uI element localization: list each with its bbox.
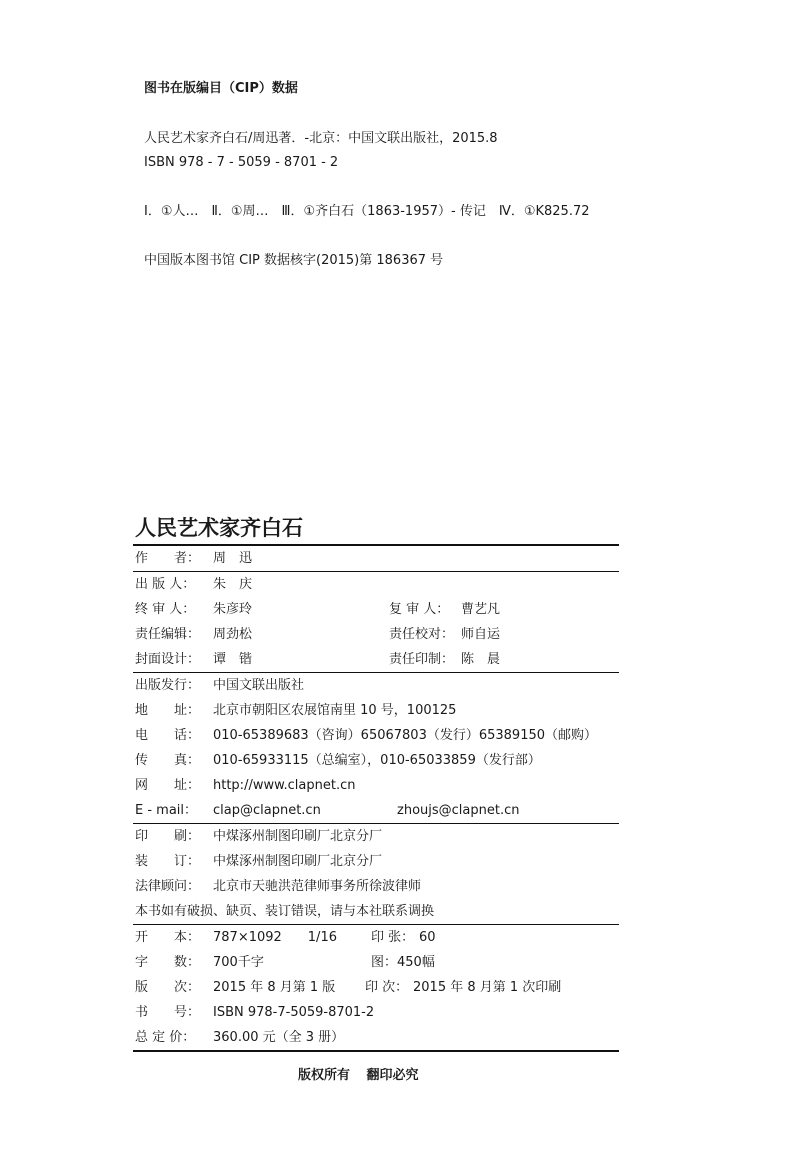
legal-value: 北京市天驰洪范律师事务所徐波律师 (213, 879, 422, 894)
phone-row (133, 723, 619, 748)
website-value: http://www.clapnet.cn (213, 778, 356, 793)
price-label: 总 定 价： (135, 1030, 196, 1045)
address-row (133, 698, 619, 723)
edition-row (133, 975, 619, 1000)
word-count-value: 700千字 (213, 955, 264, 970)
cover-design-value: 谭 锴 (213, 652, 253, 667)
format-label: 开 本： (135, 930, 201, 945)
re-reviewer-label: 复 审 人： (389, 602, 450, 617)
cip-title: 图书在版编目（CIP）数据 (144, 81, 298, 96)
email-row (133, 798, 619, 823)
bottom-rule (133, 1050, 619, 1052)
final-reviewer-label: 终 审 人： (135, 602, 196, 617)
colophon (133, 514, 619, 1052)
phone-value: 010-65389683（咨询）65067803（发行）65389150（邮购） (213, 728, 598, 743)
book-title: 人民艺术家齐白石 (135, 516, 303, 540)
cip-description: 人民艺术家齐白石/周迅著．-北京：中国文联出版社，2015.8 (144, 131, 498, 146)
book-number-label: 书 号： (135, 1005, 201, 1020)
print-manager-label: 责任印制： (389, 652, 455, 667)
cip-check-number: 中国版本图书馆 CIP 数据核字(2015)第 186367 号 (144, 253, 444, 268)
price-row (133, 1025, 619, 1050)
book-number-value: ISBN 978-7-5059-8701-2 (213, 1005, 375, 1020)
distributor-row (133, 673, 619, 698)
printer-row (133, 824, 619, 849)
legal-row (133, 874, 619, 899)
proofreader-value: 师自运 (461, 627, 501, 642)
fax-row (133, 748, 619, 773)
re-reviewer-value: 曹艺凡 (461, 602, 501, 617)
publisher-person-row (133, 572, 619, 597)
author-value: 周 迅 (213, 551, 253, 566)
figures-value: 450幅 (397, 955, 435, 970)
editor-value: 周劲松 (213, 627, 253, 642)
rights-reserved: 版权所有 (298, 1068, 351, 1083)
binder-value: 中煤涿州制图印刷厂北京分厂 (213, 854, 383, 869)
no-reproduction: 翻印必究 (366, 1068, 419, 1083)
edition-label: 版 次： (135, 980, 201, 995)
printing-label: 印 次： (365, 980, 409, 995)
publisher-person-value: 朱 庆 (213, 577, 253, 592)
binder-row (133, 849, 619, 874)
format-value: 787×1092 1/16 (213, 930, 337, 945)
format-row (133, 925, 619, 950)
email-label: E - mail： (135, 803, 198, 818)
edition-value: 2015 年 8 月第 1 版 (213, 980, 336, 995)
email-value-2: zhoujs@clapnet.cn (397, 803, 520, 818)
damage-notice: 本书如有破损、缺页、装订错误，请与本社联系调换 (135, 904, 435, 919)
website-label: 网 址： (135, 778, 201, 793)
email-value: clap@clapnet.cn (213, 803, 321, 818)
damage-notice-row (133, 899, 619, 924)
printer-value: 中煤涿州制图印刷厂北京分厂 (213, 829, 383, 844)
legal-label: 法律顾问： (135, 879, 201, 894)
final-reviewer-value: 朱彦玲 (213, 602, 253, 617)
sheets-value: 60 (419, 930, 436, 945)
address-label: 地 址： (135, 703, 201, 718)
cip-isbn: ISBN 978 - 7 - 5059 - 8701 - 2 (144, 155, 339, 170)
book-number-row (133, 1000, 619, 1025)
publisher-person-label: 出 版 人： (135, 577, 196, 592)
rights-notice (298, 1064, 419, 1083)
distributor-value: 中国文联出版社 (213, 678, 305, 693)
fax-value: 010-65933115（总编室），010-65033859（发行部） (213, 753, 541, 768)
price-value: 360.00 元（全 3 册） (213, 1030, 345, 1045)
fax-label: 传 真： (135, 753, 201, 768)
address-value: 北京市朝阳区农展馆南里 10 号，100125 (213, 703, 457, 718)
design-row (133, 647, 619, 672)
reviewer-row (133, 597, 619, 622)
word-count-row (133, 950, 619, 975)
editor-row (133, 622, 619, 647)
cover-design-label: 封面设计： (135, 652, 201, 667)
editor-label: 责任编辑： (135, 627, 201, 642)
website-row (133, 773, 619, 798)
word-count-label: 字 数： (135, 955, 201, 970)
printing-value: 2015 年 8 月第 1 次印刷 (413, 980, 562, 995)
author-row (133, 546, 619, 571)
phone-label: 电 话： (135, 728, 201, 743)
figures-label: 图： (371, 955, 398, 970)
sheets-label: 印 张： (371, 930, 415, 945)
distributor-label: 出版发行： (135, 678, 201, 693)
print-manager-value: 陈 晨 (461, 652, 501, 667)
cip-classification: Ⅰ．①人… Ⅱ．①周… Ⅲ．①齐白石（1863-1957）- 传记 Ⅳ．①K825.72 (144, 204, 590, 219)
printer-label: 印 刷： (135, 829, 201, 844)
proofreader-label: 责任校对： (389, 627, 455, 642)
binder-label: 装 订： (135, 854, 201, 869)
author-label: 作 者： (135, 551, 201, 566)
